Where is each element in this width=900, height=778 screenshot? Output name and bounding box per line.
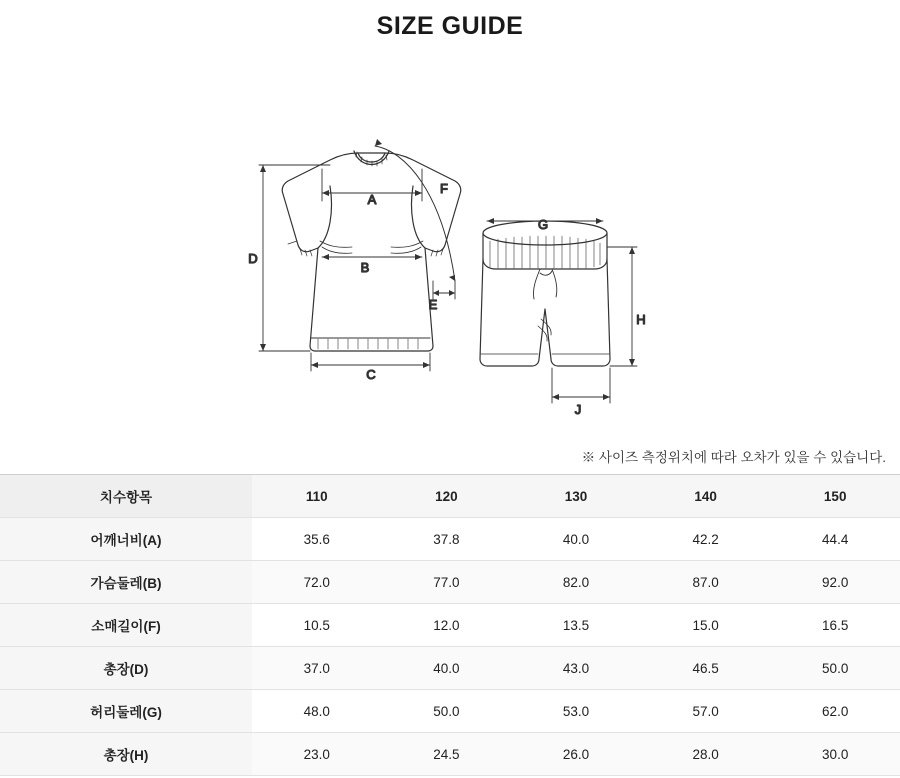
shorts-drawstring-right xyxy=(552,269,557,297)
row-label: 가슴둘레(B) xyxy=(0,561,252,604)
cell-value: 50.0 xyxy=(770,647,900,690)
label-c: C xyxy=(366,367,376,382)
cell-value: 40.0 xyxy=(511,518,641,561)
cell-value: 37.0 xyxy=(252,647,382,690)
cell-value: 46.5 xyxy=(641,647,771,690)
label-e: E xyxy=(428,297,438,312)
cell-value: 15.0 xyxy=(641,604,771,647)
tshirt-neck-rib xyxy=(356,152,387,166)
size-table xyxy=(0,474,900,776)
cell-value: 12.0 xyxy=(382,604,512,647)
tshirt-right-sleeve-seam xyxy=(412,186,426,248)
table-row xyxy=(0,561,900,604)
row-label: 총장(H) xyxy=(0,733,252,776)
label-g: G xyxy=(537,217,549,232)
header-cell-150: 150 xyxy=(770,475,900,518)
cell-value: 53.0 xyxy=(511,690,641,733)
label-d: D xyxy=(248,251,258,266)
row-label: 총장(D) xyxy=(0,647,252,690)
label-j: J xyxy=(574,402,582,417)
measure-b xyxy=(322,254,422,260)
row-label: 어깨너비(A) xyxy=(0,518,252,561)
cell-value: 77.0 xyxy=(382,561,512,604)
table-row xyxy=(0,604,900,647)
shorts-drawstring-left xyxy=(533,269,540,299)
measurement-note: ※ 사이즈 측정위치에 따라 오차가 있을 수 있습니다. xyxy=(581,450,886,465)
tshirt-body-outline xyxy=(282,153,461,351)
cell-value: 28.0 xyxy=(641,733,771,776)
table-row xyxy=(0,733,900,776)
label-a: A xyxy=(367,192,377,207)
garment-diagram xyxy=(0,41,900,446)
row-label: 허리둘레(G) xyxy=(0,690,252,733)
cell-value: 10.5 xyxy=(252,604,382,647)
table-row xyxy=(0,518,900,561)
shorts-waistband xyxy=(483,233,607,269)
cell-value: 92.0 xyxy=(770,561,900,604)
tshirt-left-sleeve-seam xyxy=(318,186,332,248)
cell-value: 57.0 xyxy=(641,690,771,733)
page-title: SIZE GUIDE xyxy=(376,12,524,40)
cell-value: 44.4 xyxy=(770,518,900,561)
garment-diagram-svg xyxy=(0,41,900,441)
cell-value: 40.0 xyxy=(382,647,512,690)
cell-value: 26.0 xyxy=(511,733,641,776)
header-cell-140: 140 xyxy=(641,475,771,518)
cell-value: 37.8 xyxy=(382,518,512,561)
header-cell-110: 110 xyxy=(252,475,382,518)
cell-value: 50.0 xyxy=(382,690,512,733)
header-cell-130: 130 xyxy=(511,475,641,518)
cell-value: 82.0 xyxy=(511,561,641,604)
row-label: 소매길이(F) xyxy=(0,604,252,647)
cell-value: 13.5 xyxy=(511,604,641,647)
size-table-head xyxy=(0,475,900,518)
cell-value: 30.0 xyxy=(770,733,900,776)
tshirt-fold-right xyxy=(391,241,423,247)
cell-value: 16.5 xyxy=(770,604,900,647)
tshirt-fold-right-2 xyxy=(391,247,421,253)
table-row xyxy=(0,690,900,733)
table-row xyxy=(0,647,900,690)
size-guide-page xyxy=(0,12,900,778)
label-f: F xyxy=(440,181,448,196)
table-header-row xyxy=(0,475,900,518)
cell-value: 23.0 xyxy=(252,733,382,776)
cell-value: 62.0 xyxy=(770,690,900,733)
cell-value: 35.6 xyxy=(252,518,382,561)
size-table-body xyxy=(0,518,900,776)
measure-h xyxy=(607,247,637,366)
cell-value: 87.0 xyxy=(641,561,771,604)
tshirt-fold-left xyxy=(320,241,352,247)
header-cell-120: 120 xyxy=(382,475,512,518)
shorts-waistband-rib xyxy=(490,236,600,268)
label-b: B xyxy=(360,260,370,275)
label-h: H xyxy=(636,312,646,327)
cell-value: 72.0 xyxy=(252,561,382,604)
header-cell-item: 치수항목 xyxy=(0,475,252,518)
tshirt-fold-left-2 xyxy=(322,247,352,253)
tshirt-hem-rib xyxy=(318,339,418,349)
measure-j xyxy=(552,368,610,403)
cell-value: 42.2 xyxy=(641,518,771,561)
cell-value: 48.0 xyxy=(252,690,382,733)
cell-value: 43.0 xyxy=(511,647,641,690)
shorts-drawstring-knot xyxy=(540,271,552,275)
measure-d xyxy=(259,165,330,351)
cell-value: 24.5 xyxy=(382,733,512,776)
